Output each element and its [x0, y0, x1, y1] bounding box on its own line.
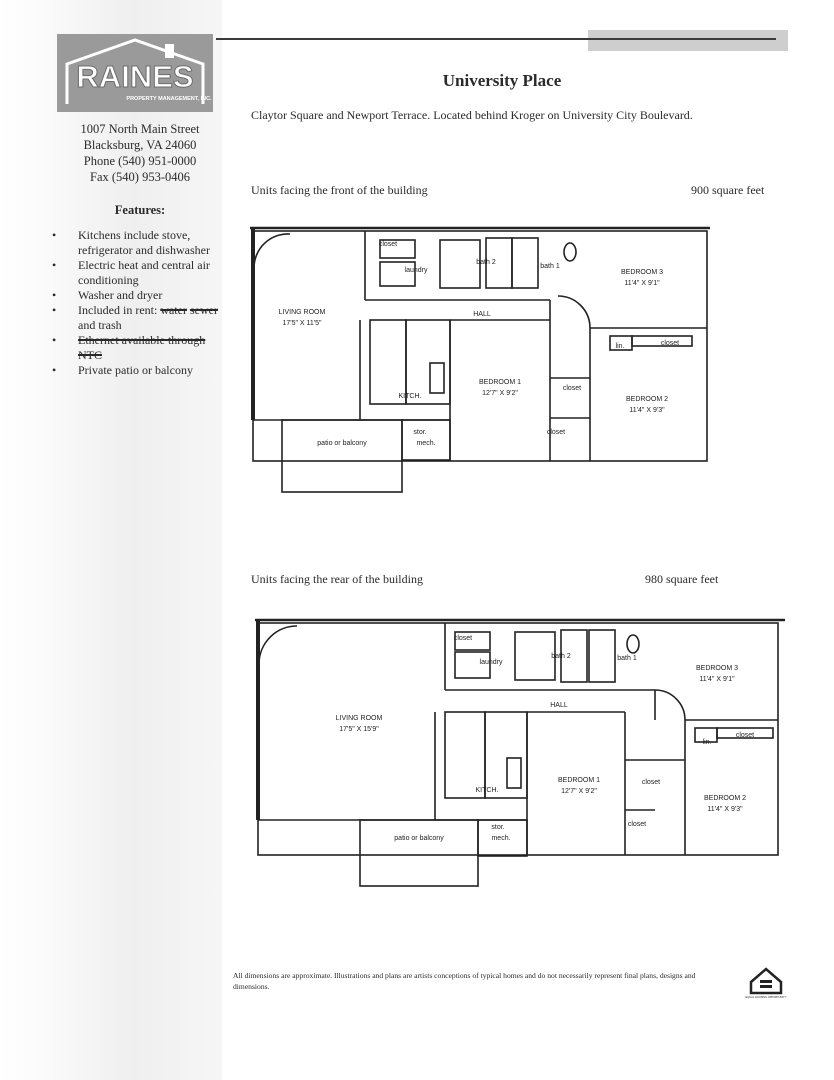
intro-text: Claytor Square and Newport Terrace. Located behind Kroger on University City Boulevard. [251, 108, 693, 122]
floor-plan-front [250, 228, 710, 496]
bedroom-2-dims: 11'4" X 9'3" [707, 806, 743, 813]
living-room-label: LIVING ROOM [278, 309, 326, 316]
closet-label: closet [660, 340, 680, 347]
plan-area: 900 square feet [691, 183, 765, 197]
raines-logo [57, 34, 213, 112]
storage-label: stor. [491, 824, 505, 831]
bath-2-label: bath 2 [551, 653, 571, 660]
feature-item: • Private patio or balcony [52, 363, 218, 378]
mech-label: mech. [416, 440, 436, 447]
feature-item: • Electric heat and central air conditioning [52, 258, 218, 288]
logo-tagline: PROPERTY MANAGEMENT, INC. [126, 96, 212, 102]
bedroom-1-label: BEDROOM 1 [478, 379, 522, 386]
header-rule [216, 38, 776, 40]
equal-housing-icon [745, 966, 787, 1000]
bath-2-label: bath 2 [476, 259, 496, 266]
bedroom-1-dims: 12'7" X 9'2" [561, 788, 597, 795]
hall-label: HALL [473, 311, 491, 318]
plan-area: 980 square feet [645, 572, 719, 586]
mech-label: mech. [491, 835, 511, 842]
bedroom-3-label: BEDROOM 3 [695, 665, 739, 672]
living-room-dims: 17'5" X 11'5" [282, 320, 322, 327]
features-list [52, 228, 218, 378]
living-room-label: LIVING ROOM [335, 715, 383, 722]
feature-item [52, 333, 218, 363]
patio-label: patio or balcony [317, 440, 367, 447]
kitchen-label: KITCH. [398, 393, 422, 400]
laundry-label: laundry [479, 659, 503, 666]
living-room-dims: 17'5" X 15'9" [339, 726, 379, 733]
bedroom-2-label: BEDROOM 2 [703, 795, 747, 802]
bath-1-label: bath 1 [617, 655, 637, 662]
logo-brand: RAINES [76, 59, 194, 94]
closet-label: closet [562, 385, 582, 392]
bedroom-3-dims: 11'4" X 9'1" [699, 676, 735, 683]
phone: Phone (540) 951-0000 [83, 154, 197, 168]
floor-plan-rear [255, 620, 785, 890]
feature-item [52, 303, 218, 333]
bedroom-2-label: BEDROOM 2 [625, 396, 669, 403]
kitchen-label: KITCH. [475, 787, 499, 794]
features-title: Features: [114, 203, 166, 217]
page-title: University Place [442, 71, 562, 90]
plan-caption: Units facing the rear of the building [251, 572, 423, 586]
city: Blacksburg, VA 24060 [83, 138, 197, 152]
hall-label: HALL [550, 702, 568, 709]
bedroom-3-dims: 11'4" X 9'1" [624, 280, 660, 287]
storage-label: stor. [413, 429, 427, 436]
struck-text: sewer [189, 303, 218, 317]
bedroom-2-dims: 11'4" X 9'3" [629, 407, 665, 414]
linen-label: lin. [702, 739, 712, 746]
street: 1007 North Main Street [80, 122, 200, 136]
feature-prefix: Included in rent: [78, 303, 161, 317]
closet-label: closet [641, 779, 661, 786]
closet-label: closet [546, 429, 566, 436]
linen-label: lin. [615, 343, 625, 350]
struck-text: water [160, 303, 187, 317]
header-tab [588, 30, 788, 51]
bedroom-1-label: BEDROOM 1 [557, 777, 601, 784]
feature-item: • Washer and dryer [52, 288, 218, 303]
company-address [40, 121, 240, 185]
struck-text: Ethernet available through NTC [78, 333, 206, 362]
closet-label: closet [378, 241, 398, 248]
plan-caption: Units facing the front of the building [251, 183, 428, 197]
bath-1-label: bath 1 [540, 263, 560, 270]
bedroom-3-label: BEDROOM 3 [620, 269, 664, 276]
feature-suffix: and trash [78, 318, 122, 332]
laundry-label: laundry [404, 267, 428, 274]
disclaimer: All dimensions are approximate. Illustrations and plans are artists conceptions of typical homes and do not necessarily represent final plans, designs and dimensions. [233, 971, 696, 991]
closet-label: closet [627, 821, 647, 828]
patio-label: patio or balcony [394, 835, 444, 842]
bedroom-1-dims: 12'7" X 9'2" [482, 390, 518, 397]
feature-item: • Kitchens include stove, refrigerator and dishwasher [52, 228, 218, 258]
closet-label: closet [735, 732, 755, 739]
closet-label: closet [453, 635, 473, 642]
equal-housing-text: EQUAL HOUSING OPPORTUNITY [745, 996, 787, 999]
fax: Fax (540) 953-0406 [90, 170, 190, 184]
